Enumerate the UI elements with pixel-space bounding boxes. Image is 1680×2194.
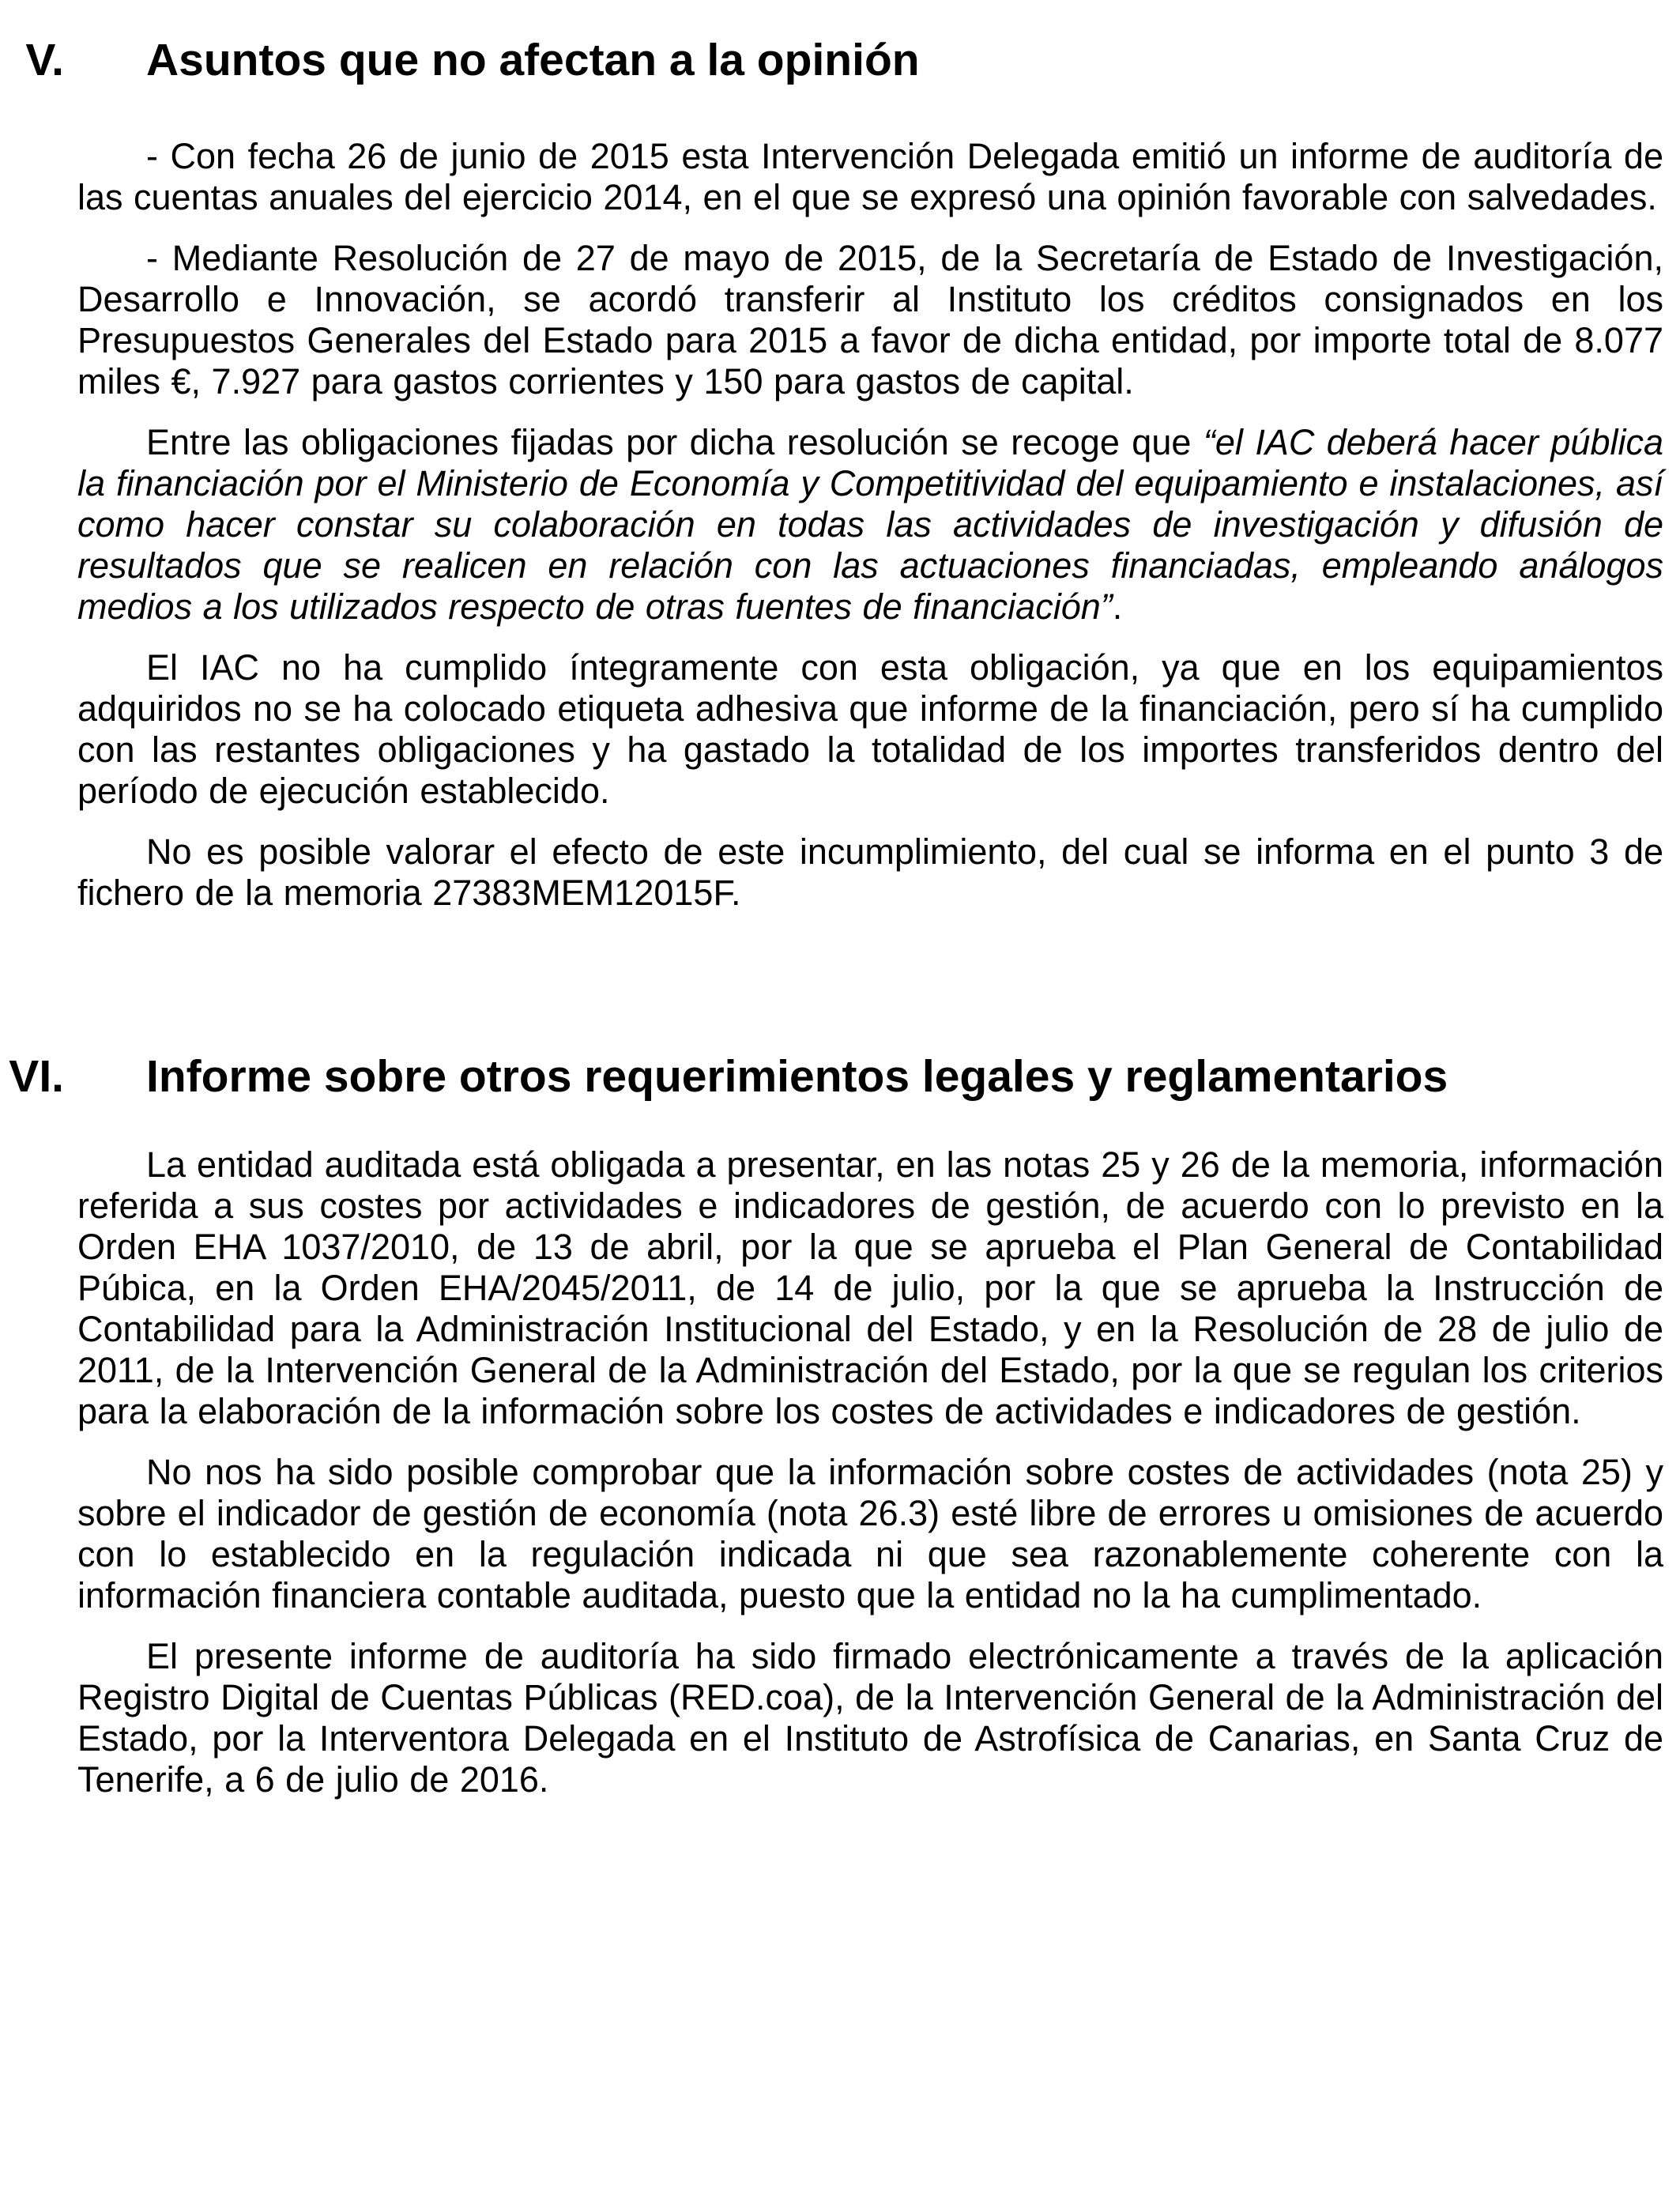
- section-v-heading: [0, 33, 1663, 88]
- section-v-number: V.: [25, 35, 64, 85]
- section-v-title: Asuntos que no afectan a la opinión: [146, 35, 920, 85]
- paragraph-valoracion-efecto: No es posible valorar el efecto de este incumplimiento, del cual se informa en el punto 3 de fichero de la memoria 27383MEM12015F.: [77, 831, 1663, 913]
- section-vi-number: VI.: [9, 1051, 64, 1102]
- paragraph-firma-electronica: El presente informe de auditoría ha sido firmado electrónicamente a través de la aplicación Registro Digital de Cuentas Públicas (RED.coa), de la Intervención General de la Administración del Estado, por la Interventora Delegada en el Instituto de Astrofísica de Canarias, en Santa Cruz de Tenerife, a 6 de julio de 2016.: [77, 1636, 1663, 1800]
- paragraph-obligaciones-cita: [77, 422, 1663, 628]
- section-vi-title: Informe sobre otros requerimientos legales y reglamentarios: [146, 1051, 1448, 1102]
- paragraph-costes-actividades: No nos ha sido posible comprobar que la información sobre costes de actividades (nota 25) y sobre el indicador de gestión de economía (nota 26.3) esté libre de errores u omisiones de acuerdo con lo establecido en la regulación indicada ni que sea razonablemente coherente con la información financiera contable auditada, puesto que la entidad no la ha cumplimentado.: [77, 1452, 1663, 1615]
- paragraph-obligaciones-tail: .: [1112, 586, 1123, 627]
- paragraph-incumplimiento-etiqueta: El IAC no ha cumplido íntegramente con esta obligación, ya que en los equipamientos adquiridos no se ha colocado etiqueta adhesiva que informe de la financiación, pero sí ha cumplido con las restantes obligaciones y ha gastado la totalidad de los importes transferidos dentro del período de ejecución establecido.: [77, 647, 1663, 811]
- paragraph-resolucion-transferencia: - Mediante Resolución de 27 de mayo de 2015, de la Secretaría de Estado de Investigación, Desarrollo e Innovación, se acordó transferir al Instituto los créditos consignados en los Presupuestos Generales del Estado para 2015 a favor de dicha entidad, por importe total de 8.077 miles €, 7.927 para gastos corrientes y 150 para gastos de capital.: [77, 238, 1663, 401]
- paragraph-obligaciones-lead: Entre las obligaciones fijadas por dicha resolución se recoge que: [146, 422, 1203, 462]
- paragraph-notas-memoria: La entidad auditada está obligada a presentar, en las notas 25 y 26 de la memoria, información referida a sus costes por actividades e indicadores de gestión, de acuerdo con lo previsto en la Orden EHA 1037/2010, de 13 de abril, por la que se aprueba el Plan General de Contabilidad Púbica, en la Orden EHA/2045/2011, de 14 de julio, por la que se aprueba la Instrucción de Contabilidad para la Administración Institucional del Estado, y en la Resolución de 28 de julio de 2011, de la Intervención General de la Administración del Estado, por la que se regulan los criterios para la elaboración de la información sobre los costes de actividades e indicadores de gestión.: [77, 1144, 1663, 1431]
- section-vi-heading: [0, 1050, 1663, 1104]
- paragraph-audit-2014: - Con fecha 26 de junio de 2015 esta Intervención Delegada emitió un informe de auditoría de las cuentas anuales del ejercicio 2014, en el que se expresó una opinión favorable con salvedades.: [77, 136, 1663, 217]
- paragraph-obligaciones-quote: “el IAC deberá hacer pública la financiación por el Ministerio de Economía y Competitividad del equipamiento e instalaciones, así como hacer constar su colaboración en todas las actividades de investigación y difusión de resultados que se realicen en relación con las actuaciones financiadas, empleando análogos medios a los utilizados respecto de otras fuentes de financiación”: [77, 422, 1664, 627]
